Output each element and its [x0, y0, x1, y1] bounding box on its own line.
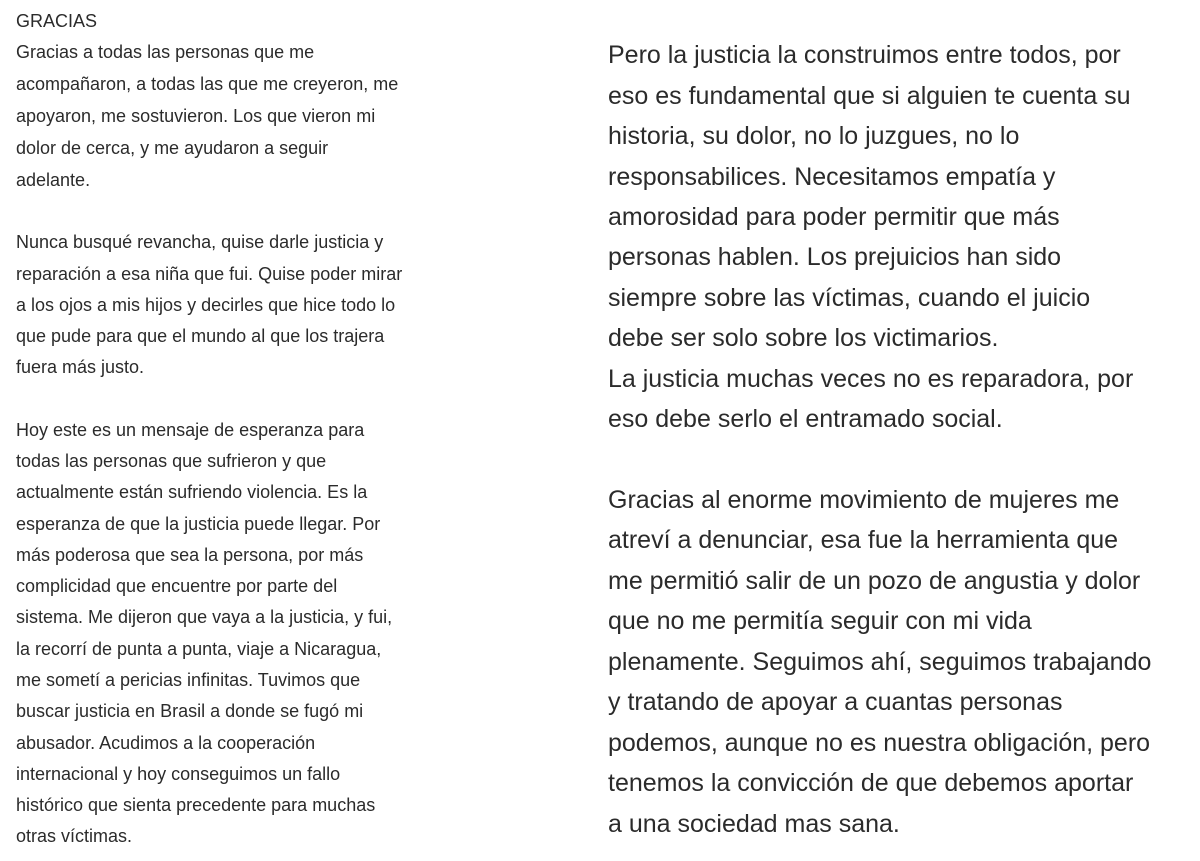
text-line: actualmente están sufriendo violencia. Es la	[16, 482, 368, 502]
text-line: Pero la justicia la construimos entre todos, por	[608, 41, 1121, 69]
text-line: Hoy este es un mensaje de esperanza para	[16, 420, 365, 440]
text-line: dolor de cerca, y me ayudaron a seguir	[16, 138, 329, 158]
text-line: personas hablen. Los prejuicios han sido	[608, 243, 1062, 271]
text-line: tenemos la convicción de que debemos aportar	[608, 769, 1134, 797]
text-line: Nunca busqué revancha, quise darle justicia y	[16, 232, 384, 252]
text-line: complicidad que encuentre por parte del	[16, 576, 338, 596]
text-line: eso debe serlo el entramado social.	[608, 405, 1003, 433]
text-line: reparación a esa niña que fui. Quise poder mirar	[16, 264, 403, 284]
text-line: fuera más justo.	[16, 357, 145, 377]
text-line: adelante.	[16, 170, 91, 190]
text-line: abusador. Acudimos a la cooperación	[16, 733, 316, 753]
text-line: a una sociedad mas sana.	[608, 810, 900, 838]
text-line: La justicia muchas veces no es reparadora, por	[608, 365, 1134, 393]
text-line: todas las personas que sufrieron y que	[16, 451, 327, 471]
text-line: internacional y hoy conseguimos un fallo	[16, 764, 341, 784]
right-column	[608, 0, 1200, 861]
text-line: buscar justicia en Brasil a donde se fugó mi	[16, 701, 364, 721]
text-line: historia, su dolor, no lo juzgues, no lo	[608, 122, 1020, 150]
text-line: que no me permitía seguir con mi vida	[608, 607, 1032, 635]
text-line: que pude para que el mundo al que los trajera	[16, 326, 385, 346]
text-line: más poderosa que sea la persona, por más	[16, 545, 364, 565]
text-line: sistema. Me dijeron que vaya a la justicia, y fui,	[16, 607, 393, 627]
text-line: atreví a denunciar, esa fue la herramienta que	[608, 526, 1119, 554]
text-line: esperanza de que la justicia puede llegar. Por	[16, 514, 381, 534]
text-line: histórico que sienta precedente para muchas	[16, 795, 376, 815]
text-line: apoyaron, me sostuvieron. Los que vieron mi	[16, 106, 376, 126]
document-title: GRACIAS	[16, 11, 98, 31]
text-line: otras víctimas.	[16, 826, 133, 846]
text-line: Gracias a todas las personas que me	[16, 42, 315, 62]
text-line: Gracias al enorme movimiento de mujeres me	[608, 486, 1120, 514]
text-line: la recorrí de punta a punta, viaje a Nicaragua,	[16, 639, 382, 659]
text-line: amorosidad para poder permitir que más	[608, 203, 1060, 231]
left-column	[0, 0, 470, 861]
text-line: responsabilices. Necesitamos empatía y	[608, 163, 1056, 191]
text-line: a los ojos a mis hijos y decirles que hice todo lo	[16, 295, 396, 315]
text-line: eso es fundamental que si alguien te cuenta su	[608, 82, 1131, 110]
text-line: plenamente. Seguimos ahí, seguimos trabajando	[608, 648, 1152, 676]
text-line: acompañaron, a todas las que me creyeron, me	[16, 74, 399, 94]
text-line: podemos, aunque no es nuestra obligación, pero	[608, 729, 1151, 757]
text-line: debe ser solo sobre los victimarios.	[608, 324, 999, 352]
text-line: me sometí a pericias infinitas. Tuvimos que	[16, 670, 361, 690]
text-line: me permitió salir de un pozo de angustia y dolor	[608, 567, 1141, 595]
text-line: y tratando de apoyar a cuantas personas	[608, 688, 1063, 716]
text-line: siempre sobre las víctimas, cuando el juicio	[608, 284, 1091, 312]
